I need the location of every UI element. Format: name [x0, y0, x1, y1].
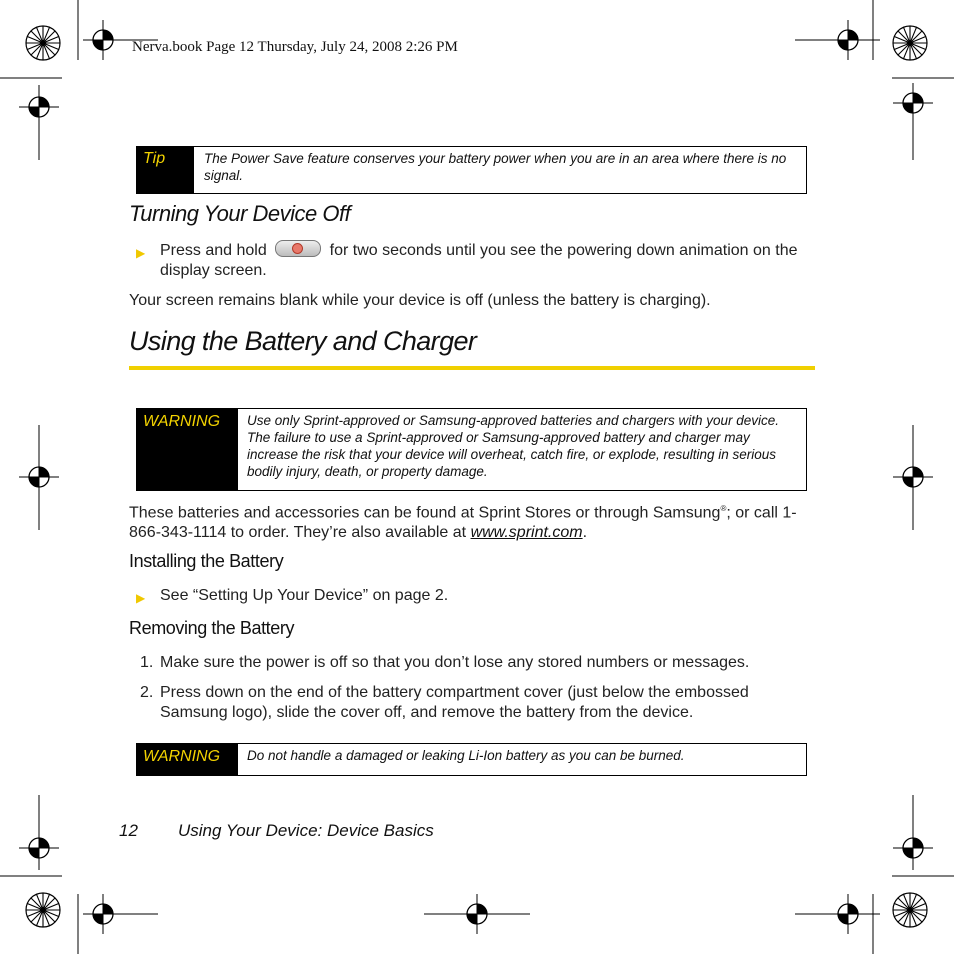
- installing-step: See “Setting Up Your Device” on page 2.: [160, 587, 449, 604]
- power-off-step-before: Press and hold: [160, 242, 267, 259]
- end-power-key-icon: [275, 240, 321, 257]
- removing-heading: Removing the Battery: [129, 618, 295, 638]
- warning-box-2: [136, 743, 807, 776]
- availability-text-middle: ; or call 1-866-343-1114 to order. They’re also available at: [129, 504, 797, 542]
- sprint-link[interactable]: www.sprint.com: [470, 524, 583, 542]
- section-rule: [129, 366, 815, 370]
- availability-text-after: .: [582, 524, 588, 542]
- power-off-step: [160, 241, 810, 281]
- registered-mark: ®: [720, 504, 727, 513]
- bullet-arrow-icon: ▶: [136, 246, 146, 260]
- removing-step-number-1: 1.: [140, 654, 154, 671]
- footer-title: Using Your Device: Device Basics: [178, 821, 434, 840]
- warning-tag-1: WARNING: [137, 409, 238, 490]
- section-heading: Using the Battery and Charger: [129, 326, 477, 356]
- warning-tag-2: WARNING: [137, 744, 238, 775]
- removing-step-number-2: 2.: [140, 684, 154, 701]
- availability-paragraph: [129, 499, 815, 543]
- bullet-arrow-icon: ▶: [136, 591, 146, 605]
- tip-text: The Power Save feature conserves your battery power when you are in an area where there is no signal.: [204, 151, 787, 183]
- warning-box-1: [136, 408, 807, 491]
- footer-page-number: 12: [119, 821, 138, 840]
- warning-text-1: Use only Sprint-approved or Samsung-approved batteries and chargers with your device. The failure to use a Sprint-approved or Samsung-approved battery and charger may increase the risk that your device will overheat, catch fire, or explode, resulting in serious bodily injury, death, or property damage.: [247, 413, 780, 479]
- removing-step-2: Press down on the end of the battery compartment cover (just below the embossed Samsung logo), slide the cover off, and remove the battery from the device.: [160, 684, 749, 721]
- installing-heading: Installing the Battery: [129, 551, 284, 571]
- availability-text-before: These batteries and accessories can be found at Sprint Stores or through Samsung: [129, 504, 721, 522]
- tip-box: [136, 146, 807, 194]
- warning-text-2: Do not handle a damaged or leaking Li-Ion battery as you can be burned.: [247, 748, 685, 763]
- running-head: Nerva.book Page 12 Thursday, July 24, 2008 2:26 PM: [132, 39, 458, 55]
- power-off-step-after: for two seconds until you see the powering down animation on the display screen.: [160, 242, 798, 279]
- removing-step-1: Make sure the power is off so that you don’t lose any stored numbers or messages.: [160, 654, 750, 671]
- screen-blank-note: Your screen remains blank while your device is off (unless the battery is charging).: [129, 292, 711, 309]
- turning-off-heading: Turning Your Device Off: [129, 201, 351, 226]
- tip-tag: Tip: [137, 147, 194, 193]
